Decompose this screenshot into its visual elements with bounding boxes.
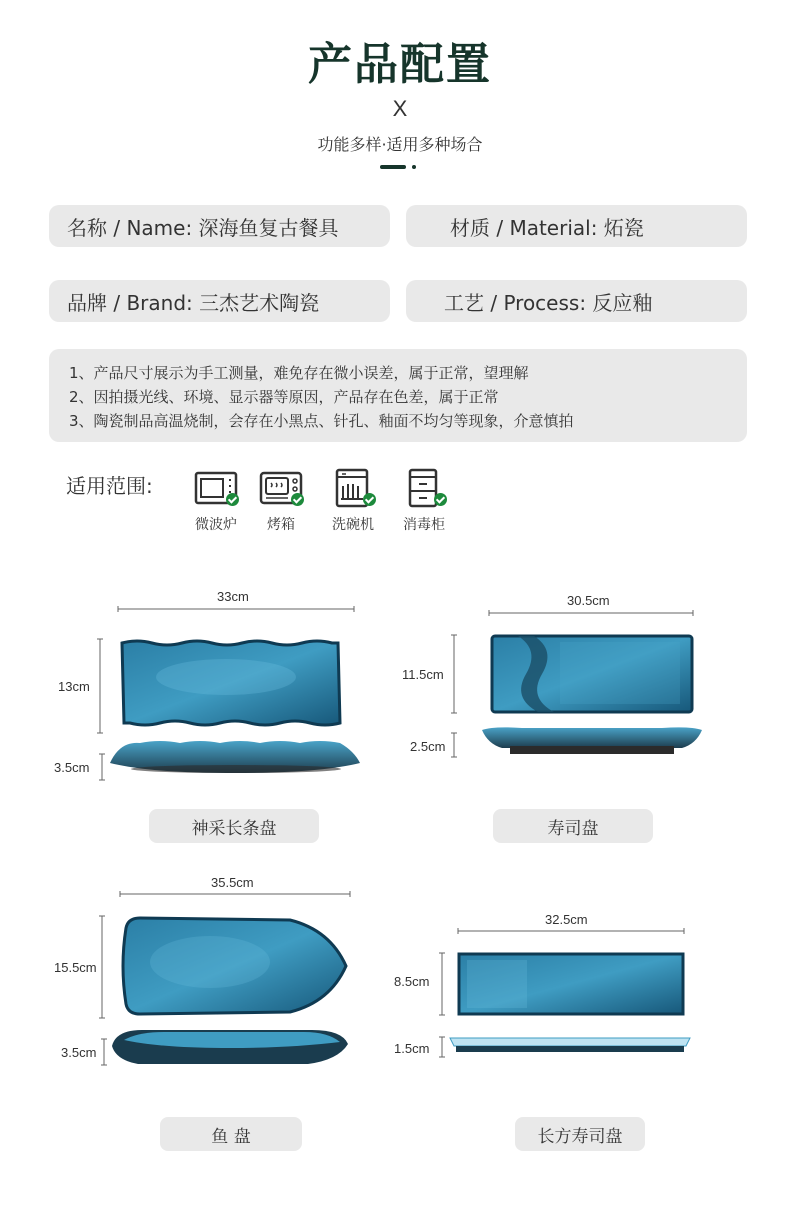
plate-side-view — [106, 737, 366, 779]
plate-side-view — [448, 1034, 692, 1056]
dim-height-line — [450, 732, 458, 758]
plate-top-view — [116, 637, 356, 729]
spec-process — [406, 280, 747, 322]
dim-depth: 11.5cm — [402, 667, 444, 682]
dim-depth: 13cm — [58, 679, 90, 694]
dim-depth-line — [98, 915, 106, 1019]
x-mark: X — [392, 96, 408, 121]
product-card-3 — [0, 872, 400, 1072]
product-name-4: 长方寿司盘 — [515, 1117, 645, 1151]
product-card-2 — [400, 592, 800, 772]
dishwasher-icon — [328, 468, 378, 508]
dim-height-line — [438, 1036, 446, 1058]
usage-item-label: 洗碗机 — [332, 517, 374, 533]
usage-label: 适用范围: — [66, 474, 153, 498]
dim-depth: 8.5cm — [394, 974, 430, 989]
dim-width: 32.5cm — [545, 912, 588, 927]
dim-height: 1.5cm — [394, 1041, 430, 1056]
dim-width: 35.5cm — [211, 875, 254, 890]
spec-brand-text: 品牌 / Brand: 三杰艺术陶瓷 — [67, 290, 320, 315]
dim-width-line — [117, 605, 357, 613]
dim-width-line — [457, 927, 685, 935]
check-icon — [363, 493, 376, 506]
plate-top-view — [457, 952, 685, 1016]
check-icon — [226, 493, 239, 506]
product-card-4 — [394, 908, 800, 1068]
product-name-3: 鱼 盘 — [160, 1117, 302, 1151]
product-name-2: 寿司盘 — [493, 809, 653, 843]
notes-box — [49, 349, 747, 442]
plate-top-view — [490, 634, 694, 714]
usage-item-label: 微波炉 — [195, 517, 237, 533]
spec-process-text: 工艺 / Process: 反应釉 — [444, 290, 653, 315]
dim-width: 33cm — [217, 589, 249, 604]
dim-height-line — [98, 753, 106, 781]
microwave-icon — [191, 468, 241, 508]
page-subtitle: 功能多样·适用多种场合 — [317, 135, 483, 154]
usage-item-microwave — [181, 468, 251, 534]
spec-name — [49, 205, 390, 247]
spec-name-text: 名称 / Name: 深海鱼复古餐具 — [67, 215, 339, 240]
dim-width: 30.5cm — [567, 593, 610, 608]
spec-material — [406, 205, 747, 247]
note-item: 2、因拍摄光线、环境、显示器等原因，产品存在色差，属于正常 — [69, 388, 499, 406]
spec-material-text: 材质 / Material: 炻瓷 — [450, 215, 644, 240]
usage-item-label: 烤箱 — [267, 517, 295, 533]
check-icon — [291, 493, 304, 506]
product-name-1: 神采长条盘 — [149, 809, 319, 843]
page-title: 产品配置 — [308, 39, 492, 90]
dim-width-line — [119, 890, 351, 898]
usage-item-sterilizer — [389, 468, 459, 534]
spec-brand — [49, 280, 390, 322]
check-icon — [434, 493, 447, 506]
dim-width-line — [488, 609, 694, 617]
plate-side-view — [480, 726, 704, 758]
product-card-1 — [0, 585, 400, 785]
dim-height: 3.5cm — [54, 760, 90, 775]
plate-top-view — [120, 914, 352, 1018]
dim-height: 2.5cm — [410, 739, 446, 754]
note-item: 3、陶瓷制品高温烧制，会存在小黑点、针孔、釉面不均匀等现象，介意慎拍 — [69, 412, 574, 430]
sterilizer-icon — [399, 468, 449, 508]
dim-depth-line — [438, 952, 446, 1016]
dim-depth: 15.5cm — [54, 960, 97, 975]
usage-item-oven — [246, 468, 316, 534]
usage-item-dishwasher — [318, 468, 388, 534]
dim-depth-line — [96, 638, 104, 734]
dim-height: 3.5cm — [61, 1045, 97, 1060]
dim-height-line — [100, 1038, 108, 1066]
oven-icon — [256, 468, 306, 508]
plate-side-view — [110, 1026, 350, 1068]
usage-item-label: 消毒柜 — [403, 517, 445, 533]
note-item: 1、产品尺寸展示为手工测量，难免存在微小误差，属于正常，望理解 — [69, 364, 529, 382]
dim-depth-line — [450, 634, 458, 714]
